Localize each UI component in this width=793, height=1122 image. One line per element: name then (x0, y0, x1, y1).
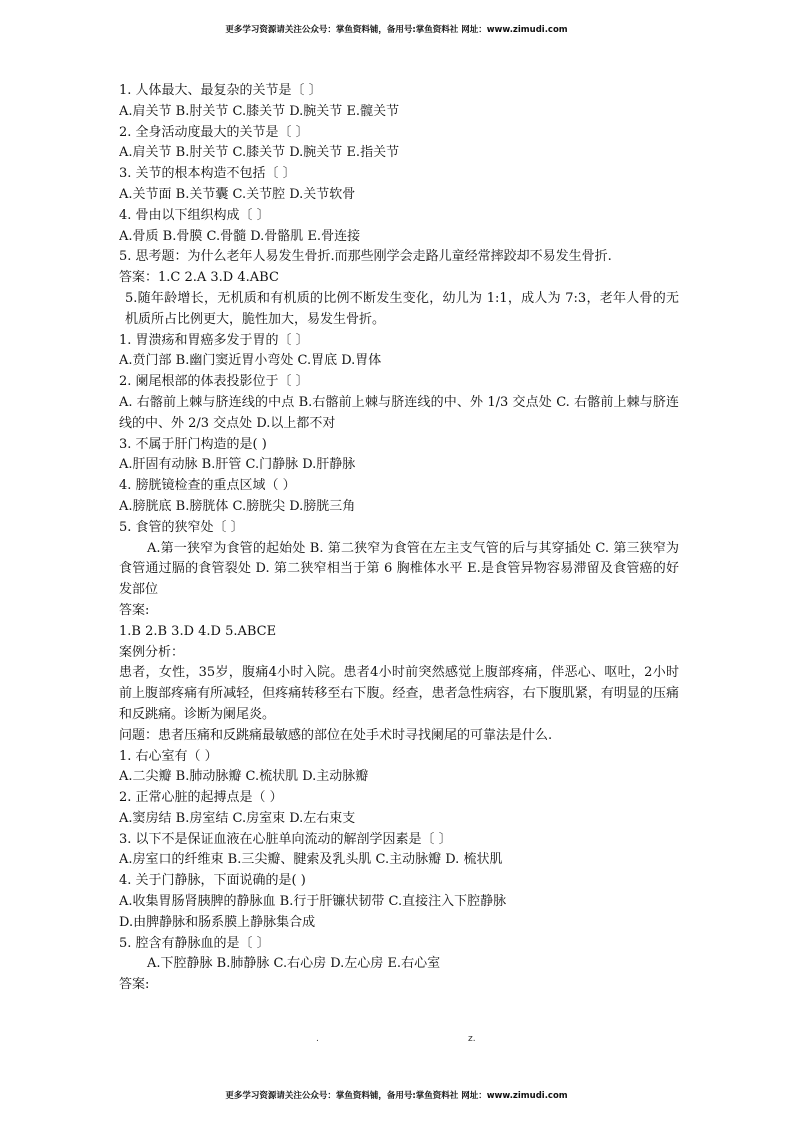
question-line: 5. 思考题：为什么老年人易发生骨折.而那些刚学会走路儿童经常摔跤却不易发生骨折. (119, 249, 612, 265)
question-line: 4. 关于门静脉，下面说确的是( ) (119, 873, 306, 889)
question-line: 5. 腔含有静脉血的是〔 〕 (119, 935, 270, 951)
question-line: 4. 骨由以下组织构成〔 〕 (119, 207, 270, 223)
case-paragraph: 患者，女性，35岁，腹痛4小时入院。患者4小时前突然感觉上腹部疼痛，伴恶心、呕吐，2小时前上腹部疼痛有所减轻，但疼痛转移至右下腹。经查，患者急性病容，右下腹肌紧，有明显的压痛和反跳痛。诊断为阑尾炎。 (119, 665, 679, 722)
options-paragraph: A.第一狭窄为食管的起始处 B. 第二狭窄为食管在左主支气管的后与其穿插处 C. 第三狭窄为食管通过膈的食管裂处 D. 第二狭窄相当于第 6 胸椎体水平 E.是食管异物容易滞留及食管癌的好发部位 (119, 540, 679, 598)
answer-heading: 答案: (119, 602, 150, 618)
question-line: 3. 不属于肝门构造的是( ) (119, 436, 267, 452)
explanation-paragraph: 5.随年龄增长，无机质和有机质的比例不断发生变化，幼儿为 1:1，成人为 7:3，老年人骨的无机质所占比例更大，脆性加大，易发生骨折。 (125, 290, 679, 327)
options-line: A.肝固有动脉 B.肝管 C.门静脉 D.肝静脉 (119, 457, 356, 473)
question-line: 1. 人体最大、最复杂的关节是〔 〕 (119, 83, 322, 98)
page-marks (0, 1034, 793, 1048)
question-line: 4. 膀胱镜检查的重点区域（ ） (119, 478, 296, 494)
options-line: A.收集胃肠肾胰脾的静脉血 B.行于肝镰状韧带 C.直接注入下腔静脉 (119, 894, 507, 910)
options-line: D.由脾静脉和肠系膜上静脉集合成 (119, 914, 316, 930)
options-line: A.房室口的纤维束 B.三尖瓣、腱索及乳头肌 C.主动脉瓣 D. 梳状肌 (119, 852, 503, 868)
question-line: 1. 胃溃疡和胃癌多发于胃的〔 〕 (119, 332, 309, 348)
document-body (119, 81, 679, 996)
answer-line: 1.B 2.B 3.D 4.D 5.ABCE (119, 623, 277, 639)
question-line: 2. 阑尾根部的体表投影位于〔 〕 (119, 374, 309, 390)
options-line: A.关节面 B.关节囊 C.关节腔 D.关节软骨 (119, 186, 356, 202)
options-line: A.下腔静脉 B.肺静脉 C.右心房 D.左心房 E.右心室 (147, 956, 441, 972)
options-line: A.贲门部 B.幽门窦近胃小弯处 C.胃底 D.胃体 (119, 353, 382, 369)
page-mark-left: . (316, 1034, 319, 1044)
case-heading: 案例分析： (119, 644, 185, 660)
question-line: 2. 正常心脏的起搏点是（ ） (119, 790, 283, 806)
options-line: A.骨质 B.骨膜 C.骨髓 D.骨骼肌 E.骨连接 (119, 228, 361, 244)
question-line: 2. 全身活动度最大的关节是〔 〕 (119, 124, 309, 140)
page-header: 更多学习资源请关注公众号：掌鱼资料铺，备用号:掌鱼资料社 网址：www.zimudi.com (225, 25, 568, 35)
page-footer: 更多学习资源请关注公众号：掌鱼资料铺，备用号:掌鱼资料社 网址：www.zimudi.com (225, 1091, 568, 1101)
question-line: 1. 右心室有（ ） (119, 748, 218, 764)
case-question: 问题：患者压痛和反跳痛最敏感的部位在处手术时寻找阑尾的可靠法是什么. (119, 727, 553, 743)
options-line: A.肩关节 B.肘关节 C.膝关节 D.腕关节 E.髋关节 (119, 103, 400, 119)
options-line: A.二尖瓣 B.肺动脉瓣 C.梳状肌 D.主动脉瓣 (119, 769, 369, 785)
page-mark-right: z. (468, 1034, 476, 1044)
options-line: A.肩关节 B.肘关节 C.膝关节 D.腕关节 E.指关节 (119, 145, 400, 161)
question-line: 3. 关节的根本构造不包括〔 〕 (119, 166, 296, 182)
answer-line: 答案：1.C 2.A 3.D 4.ABC (119, 270, 279, 286)
answer-heading: 答案: (119, 977, 150, 993)
question-line: 5. 食管的狭窄处〔 〕 (119, 519, 244, 535)
options-line: A.窦房结 B.房室结 C.房室束 D.左右束支 (119, 810, 356, 826)
options-paragraph: A. 右髂前上棘与脐连线的中点 B.右髂前上棘与脐连线的中、外 1/3 交点处 C. 右髂前上棘与脐连线的中、外 2/3 交点处 D.以上都不对 (119, 394, 679, 431)
options-line: A.膀胱底 B.膀胱体 C.膀胱尖 D.膀胱三角 (119, 498, 356, 514)
question-line: 3. 以下不是保证血液在心脏单向流动的解剖学因素是〔 〕 (119, 831, 452, 847)
